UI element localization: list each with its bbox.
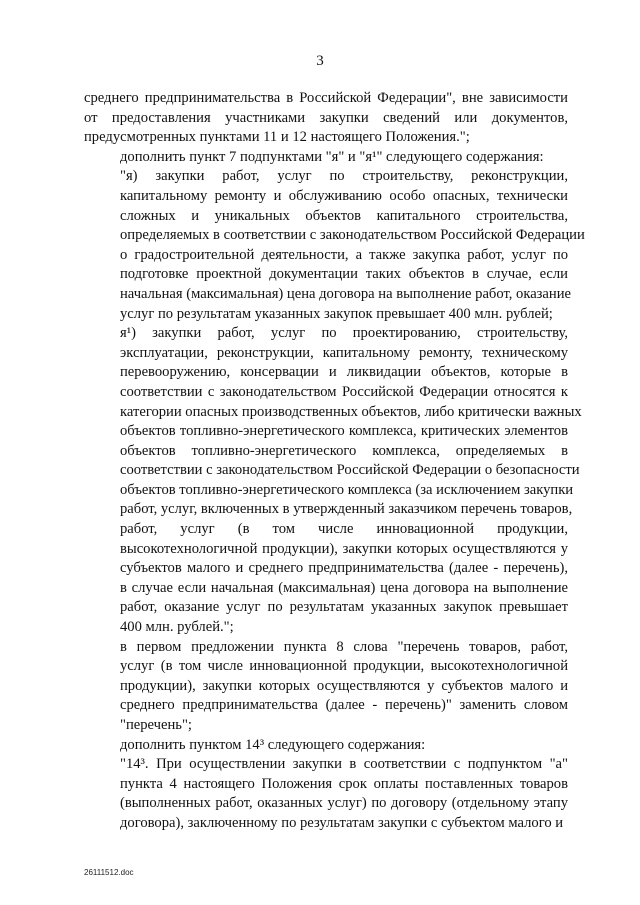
text-line: капитальному ремонту и обслуживанию особо опасных, технически [120,187,568,204]
text-line: соответствии с законодательством Российской Федерации относятся к [120,383,568,400]
text-line: услуг (в том числе инновационной продукции, высокотехнологичной [120,658,568,675]
text-line: эксплуатации, реконструкции, капитальному ремонту, техническому [120,344,568,361]
text-line: пункта 4 настоящего Положения срок оплаты поставленных товаров [120,775,568,792]
text-line: среднего предпринимательства (далее - перечень)" заменить словом [120,697,568,714]
paragraph [84,167,585,324]
paragraph [84,736,568,756]
text-line: соответствии с законодательством Российской Федерации о безопасности [120,462,580,479]
paragraph [84,89,568,148]
text-line: предусмотренных пунктами 11 и 12 настоящего Положения."; [84,129,470,146]
text-line: начальная (максимальная) цена договора на выполнение работ, оказание [120,285,572,302]
text-line: (выполненных работ, оказанных услуг) по договору (отдельному этапу [120,795,568,812]
text-line: сложных и уникальных объектов капитального строительства, [120,207,568,224]
text-line: работ, услуг, включенных в утвержденный заказчиком перечень товаров, [120,501,573,518]
text-line: от предоставления участниками закупки сведений или документов, [84,109,568,126]
footer-filename: 26111512.doc [84,868,134,877]
paragraph [84,638,568,736]
document-body [84,89,585,834]
paragraph [84,755,568,833]
text-line: продукции), закупки которых осуществляются у субъектов малого и [120,677,568,694]
text-line: "перечень"; [120,717,192,733]
text-line: объектов топливно-энергетического комплекса, определяемых в [120,442,568,459]
text-line: договора), заключенному по результатам закупки с субъектом малого и [120,814,564,831]
text-line: объектов топливно-энергетического комплекса, критических элементов [120,423,568,440]
text-line: перевооружению, консервации и ликвидации объектов, которые в [120,364,568,381]
text-line: работ, услуг (в том числе инновационной продукции, [120,521,568,538]
text-line: объектов топливно-энергетического комплекса (за исключением закупки [120,481,574,498]
text-line: работ, оказание услуг по результатам указанных закупок превышает [120,599,568,616]
page-number: 3 [316,53,324,69]
text-line: "я) закупки работ, услуг по строительству, реконструкции, [120,168,568,185]
text-line: услуг по результатам указанных закупок превышает 400 млн. рублей; [120,305,553,322]
text-line: в первом предложении пункта 8 слова "перечень товаров, работ, [120,638,568,655]
text-line: определяемых в соответствии с законодательством Российской Федерации [120,227,585,244]
text-line: 400 млн. рублей."; [120,619,234,636]
text-line: дополнить пункт 7 подпунктами "я" и "я¹" следующего содержания: [120,148,544,165]
text-line: о градостроительной деятельности, а также закупка работ, услуг по [120,246,568,263]
text-line: дополнить пунктом 14³ следующего содержания: [120,736,426,753]
paragraph [84,324,582,638]
text-line: среднего предпринимательства в Российской Федерации", вне зависимости [84,90,568,106]
text-line: в случае если начальная (максимальная) цена договора на выполнение [120,579,568,596]
text-line: подготовке проектной документации таких объектов в случае, если [120,266,568,283]
text-line: я¹) закупки работ, услуг по проектированию, строительству, [120,325,568,342]
text-line: высокотехнологичной продукции), закупки которых осуществляются у [120,540,568,557]
text-line: "14³. При осуществлении закупки в соответствии с подпунктом "а" [120,756,568,773]
text-line: категории опасных производственных объектов, либо критически важных [120,403,582,420]
paragraph [84,148,568,168]
text-line: субъектов малого и среднего предпринимательства (далее - перечень), [120,560,568,577]
